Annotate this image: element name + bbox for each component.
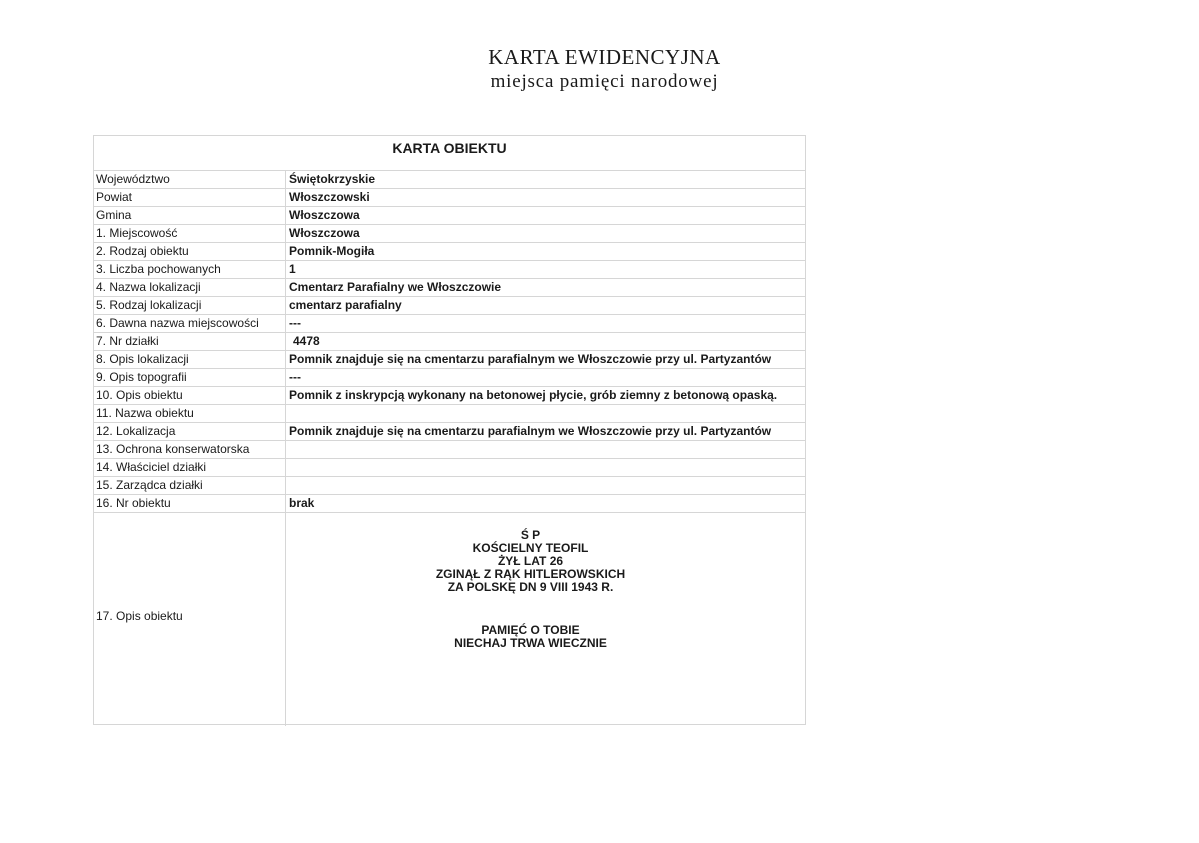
row-label: Powiat bbox=[94, 189, 286, 206]
row-value bbox=[286, 459, 805, 476]
row-label: 8. Opis lokalizacji bbox=[94, 351, 286, 368]
row-label: 4. Nazwa lokalizacji bbox=[94, 279, 286, 296]
inscription-line: ŻYŁ LAT 26 bbox=[497, 554, 564, 568]
row-value: Włoszczowski bbox=[289, 190, 370, 204]
row-value: 4478 bbox=[293, 334, 320, 348]
row-value: brak bbox=[289, 496, 315, 510]
table-row bbox=[94, 315, 805, 333]
table-row bbox=[94, 459, 805, 477]
description-label bbox=[94, 513, 286, 726]
row-value bbox=[286, 405, 805, 422]
row-value: Włoszczowa bbox=[289, 208, 360, 222]
inscription-line: ZGINĄŁ Z RĄK HITLEROWSKICH bbox=[435, 567, 626, 581]
row-value: Pomnik znajduje się na cmentarzu parafialnym we Włoszczowie przy ul. Partyzantów bbox=[289, 352, 772, 366]
table-row bbox=[94, 225, 805, 243]
table-row bbox=[94, 423, 805, 441]
inscription-line: NIECHAJ TRWA WIECZNIE bbox=[454, 636, 607, 650]
table-row bbox=[94, 495, 805, 513]
row-value: --- bbox=[289, 370, 301, 384]
table-row bbox=[94, 279, 805, 297]
row-label: 6. Dawna nazwa miejscowości bbox=[94, 315, 286, 332]
page-title: KARTA EWIDENCYJNA bbox=[488, 45, 721, 69]
row-value bbox=[286, 441, 805, 458]
page-header bbox=[0, 44, 1199, 94]
row-value: cmentarz parafialny bbox=[289, 298, 402, 312]
row-value: Pomnik-Mogiła bbox=[289, 244, 375, 258]
row-label: 5. Rodzaj lokalizacji bbox=[94, 297, 286, 314]
table-row bbox=[94, 351, 805, 369]
table-row bbox=[94, 441, 805, 459]
inscription-gap bbox=[286, 594, 775, 624]
description-row bbox=[94, 513, 805, 726]
row-value bbox=[286, 477, 805, 494]
table-row bbox=[94, 297, 805, 315]
row-value: Pomnik znajduje się na cmentarzu parafialnym we Włoszczowie przy ul. Partyzantów bbox=[289, 424, 772, 438]
row-label: 16. Nr obiektu bbox=[94, 495, 286, 512]
row-label: 9. Opis topografii bbox=[94, 369, 286, 386]
table-row bbox=[94, 333, 805, 351]
row-label: 1. Miejscowość bbox=[94, 225, 286, 242]
row-value: --- bbox=[289, 316, 301, 330]
row-value: 1 bbox=[289, 262, 296, 276]
table-row bbox=[94, 243, 805, 261]
row-label: 2. Rodzaj obiektu bbox=[94, 243, 286, 260]
row-label: 3. Liczba pochowanych bbox=[94, 261, 286, 278]
row-value: Pomnik z inskrypcją wykonany na betonowej płycie, grób ziemny z betonową opaską. bbox=[289, 388, 778, 402]
table-row bbox=[94, 189, 805, 207]
inscription-line: Ś P bbox=[520, 528, 541, 542]
row-label: 11. Nazwa obiektu bbox=[94, 405, 286, 422]
row-label: Gmina bbox=[94, 207, 286, 224]
table-row bbox=[94, 207, 805, 225]
card-title: KARTA OBIEKTU bbox=[94, 136, 805, 171]
table-row bbox=[94, 477, 805, 495]
inscription bbox=[286, 513, 805, 726]
row-label: 14. Właściciel działki bbox=[94, 459, 286, 476]
record-rows bbox=[94, 171, 805, 513]
table-row bbox=[94, 171, 805, 189]
inscription-line: ZA POLSKĘ DN 9 VIII 1943 R. bbox=[447, 580, 614, 594]
table-row bbox=[94, 405, 805, 423]
row-label: 13. Ochrona konserwatorska bbox=[94, 441, 286, 458]
row-value: Włoszczowa bbox=[289, 226, 360, 240]
row-label: 12. Lokalizacja bbox=[94, 423, 286, 440]
row-label: Województwo bbox=[94, 171, 286, 188]
row-value: Świętokrzyskie bbox=[289, 172, 376, 186]
row-label: 10. Opis obiektu bbox=[94, 387, 286, 404]
record-card bbox=[93, 135, 806, 725]
row-value: Cmentarz Parafialny we Włoszczowie bbox=[289, 280, 502, 294]
inscription-line: KOŚCIELNY TEOFIL bbox=[472, 541, 589, 555]
table-row bbox=[94, 369, 805, 387]
row-label: 15. Zarządca działki bbox=[94, 477, 286, 494]
description-label-text: 17. Opis obiektu bbox=[96, 609, 183, 623]
table-row bbox=[94, 387, 805, 405]
page-subtitle: miejsca pamięci narodowej bbox=[490, 71, 719, 92]
inscription-line: PAMIĘĆ O TOBIE bbox=[481, 623, 580, 637]
row-label: 7. Nr działki bbox=[94, 333, 286, 350]
table-row bbox=[94, 261, 805, 279]
